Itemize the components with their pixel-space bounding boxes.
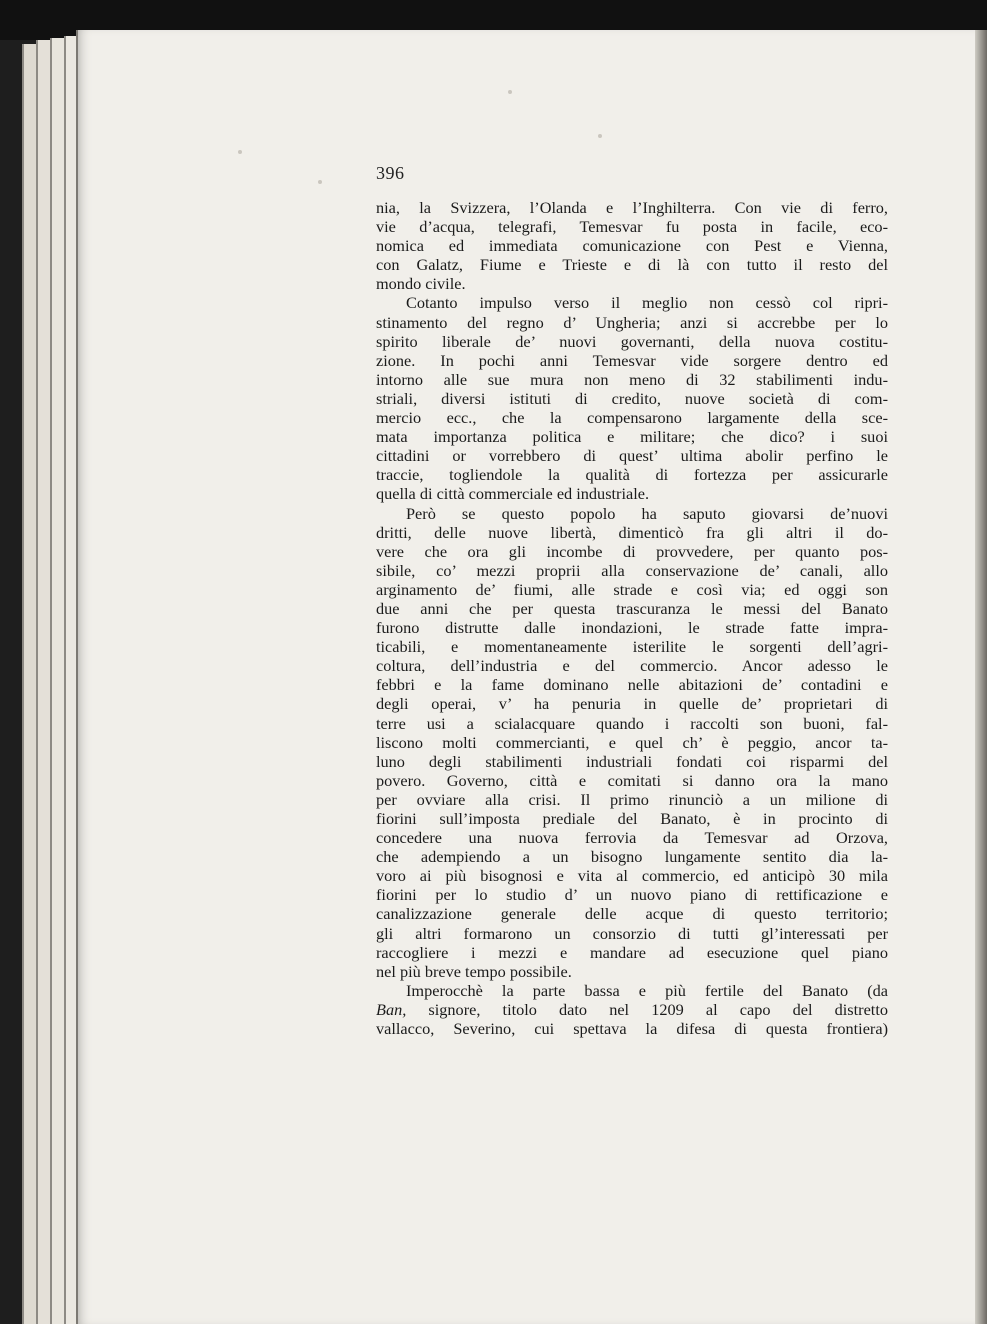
text-line: Cotanto impulso verso il meglio non cessò col ripri- — [406, 293, 888, 313]
text-line: luno degli stabilimenti industriali fondati coi risparmi del — [376, 751, 888, 771]
text-line: zione. In pochi anni Temesvar vide sorgere dentro ed — [376, 350, 888, 370]
text-line: Ban, signore, titolo dato nel 1209 al capo del distretto — [376, 999, 888, 1019]
text-line: canalizzazione generale delle acque di questo territorio; — [376, 904, 888, 924]
paper-speck — [598, 134, 602, 138]
text-line: liscono molti commercianti, e quel ch’ è peggio, ancor ta- — [376, 732, 888, 752]
text-line: striali, diversi istituti di credito, nuove società di com- — [376, 388, 888, 408]
text-line: furono distrutte dalle inondazioni, le strade fatte impra- — [376, 618, 888, 638]
text-line: nel più breve tempo possibile. — [376, 961, 572, 981]
text-line: sibile, co’ mezzi proprii alla conservazione de’ canali, allo — [376, 560, 888, 580]
text-line: raccogliere i mezzi e mandare ad esecuzione quel piano — [376, 942, 888, 962]
text-line: febbri e la fame dominano nelle abitazioni de’ contadini e — [376, 675, 888, 695]
text-line: coltura, dell’industria e del commercio. Ancor adesso le — [376, 656, 888, 676]
text-line: stinamento del regno d’ Ungheria; anzi si accrebbe per lo — [376, 312, 888, 332]
text-line: vallacco, Severino, cui spettava la difesa di questa frontiera) — [376, 1019, 888, 1039]
text-line: terre usi a scialacquare quando i raccolti son buoni, fal- — [376, 713, 888, 733]
text-line: fiorini sull’imposta prediale del Banato, è in procinto di — [376, 809, 888, 828]
page-gutter-shadow — [975, 30, 987, 1324]
page-number: 396 — [376, 163, 405, 183]
text-line: per ovviare alla crisi. Il primo rinunciò a un milione di — [376, 789, 888, 809]
text-line: mata importanza politica e militare; che dico? i suoi — [376, 427, 888, 447]
text-line: mondo civile. — [376, 274, 466, 294]
text-line: mercio ecc., che la compensarono largamente della sce- — [376, 408, 888, 428]
text-line: intorno alle sue mura non meno di 32 stabilimenti indu- — [376, 369, 888, 389]
body-text — [376, 198, 888, 1038]
text-line: quella di città commerciale ed industriale. — [376, 484, 650, 504]
text-line: ticabili, e momentaneamente isterilite le sorgenti dell’agri- — [376, 637, 888, 657]
text-line: con Galatz, Fiume e Trieste e di là con tutto il resto del — [376, 255, 888, 275]
paper-speck — [508, 90, 512, 94]
paper-speck — [238, 150, 242, 154]
text-line: vere che ora gli incombe di provvedere, per quanto pos- — [376, 541, 888, 561]
text-line: arginamento de’ fiumi, alle strade e così via; ed oggi son — [376, 579, 888, 599]
text-line: cittadini or vorrebbero di quest’ ultima abolir perfino le — [376, 446, 888, 466]
text-line: traccie, togliendole la qualità di fortezza per assicurarle — [376, 465, 888, 485]
text-line: vie d’acqua, telegrafi, Temesvar fu posta in facile, eco- — [376, 217, 888, 237]
text-line: spirito liberale de’ nuovi governanti, della nuova costitu- — [376, 331, 888, 351]
text-line: Però se questo popolo ha saputo giovarsi de’nuovi — [406, 503, 888, 523]
text-line: degli operai, v’ ha penuria in quelle de’ proprietari di — [376, 694, 888, 714]
text-line: Imperocchè la parte bassa e più fertile del Banato (da — [406, 980, 888, 1000]
text-line: voro ai più bisognosi e vita al commercio, ed anticipò 30 mila — [376, 866, 888, 886]
text-line: dritti, delle nuove libertà, dimenticò fra gli altri il do- — [376, 522, 888, 542]
text-line: fiorini per lo studio d’ un nuovo piano di rettificazione e — [376, 885, 888, 905]
text-line: gli altri formarono un consorzio di tutti gl’interessati per — [376, 923, 888, 943]
text-line: nia, la Svizzera, l’Olanda e l’Inghilterra. Con vie di ferro, — [376, 198, 888, 217]
text-line: nomica ed immediata comunicazione con Pest e Vienna, — [376, 236, 888, 256]
text-line: concedere una nuova ferrovia da Temesvar ad Orzova, — [376, 828, 888, 848]
text-line: che adempiendo a un bisogno lungamente sentito dia la- — [376, 847, 888, 867]
paper-speck — [318, 180, 322, 184]
text-line: due anni che per questa trascuranza le messi del Banato — [376, 598, 888, 618]
text-line: povero. Governo, città e comitati si danno ora la mano — [376, 770, 888, 790]
